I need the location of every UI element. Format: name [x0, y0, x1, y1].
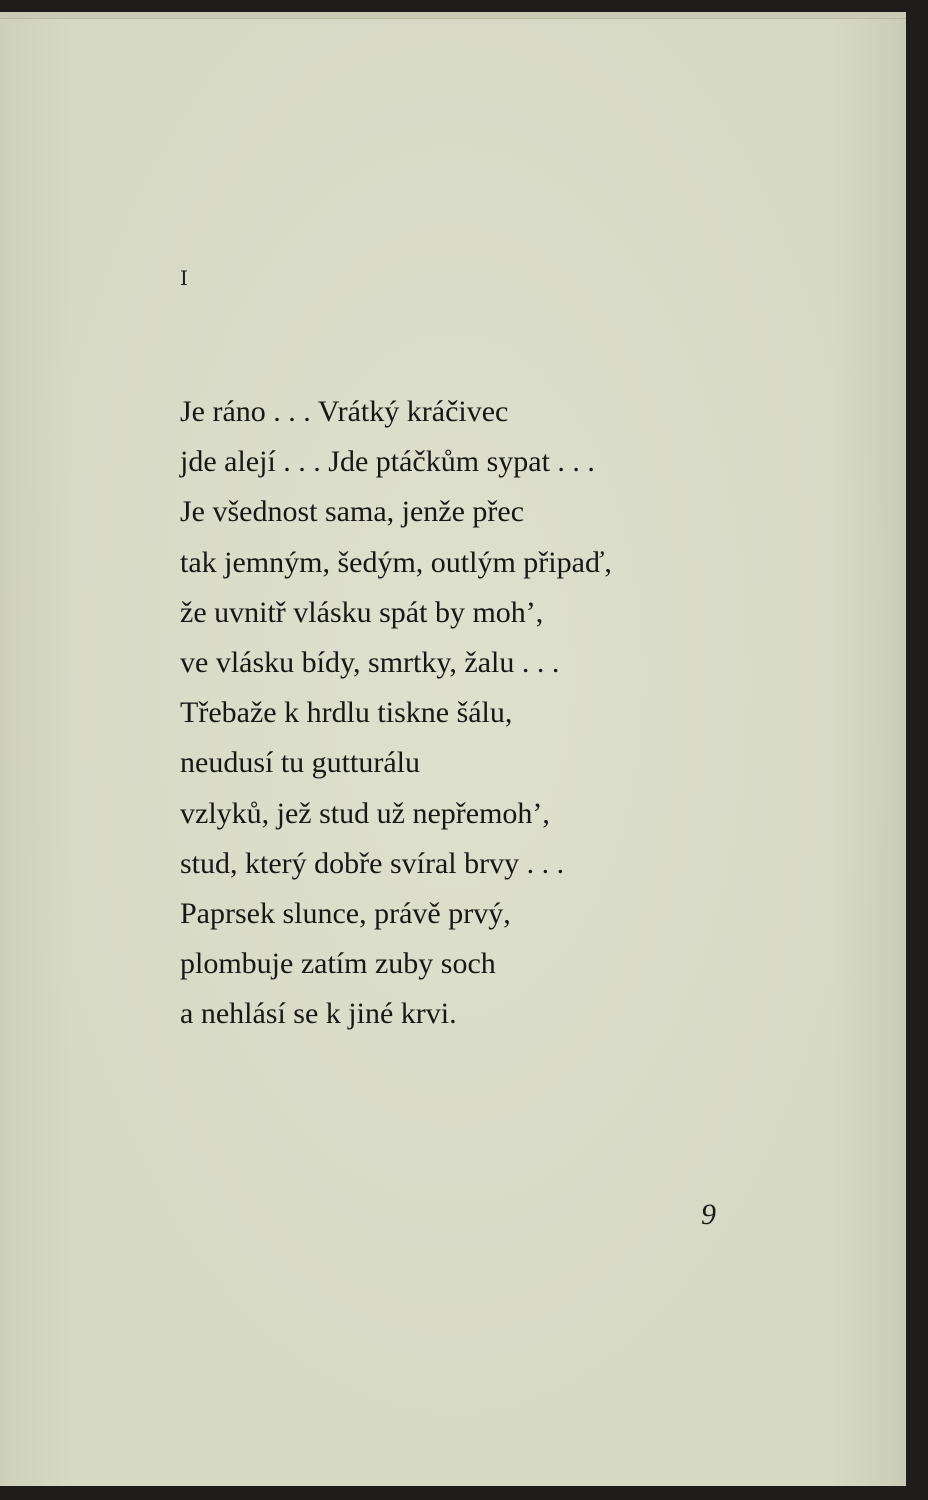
poem-line: plombuje zatím zuby soch	[180, 947, 496, 981]
poem-line: jde alejí . . . Jde ptáčkům sypat . . .	[180, 445, 595, 479]
poem-line: Je ráno . . . Vrátký kráčivec	[180, 395, 509, 428]
poem-line: Paprsek slunce, právě prvý,	[180, 897, 511, 931]
poem-line: neudusí tu gutturálu	[180, 746, 420, 780]
page-top-edge	[0, 12, 906, 19]
poem-line: ve vlásku bídy, smrtky, žalu . . .	[180, 646, 560, 680]
poem	[180, 387, 612, 1040]
poem-line: Je všednost sama, jenže přec	[180, 495, 525, 529]
poem-line: Třebaže k hrdlu tiskne šálu,	[180, 696, 513, 730]
page-number: 9	[701, 1198, 716, 1231]
section-number: I	[180, 266, 188, 290]
poem-line: vzlyků, jež stud už nepřemoh’,	[180, 796, 550, 830]
poem-line: stud, který dobře svíral brvy . . .	[180, 846, 565, 880]
poem-line: tak jemným, šedým, outlým připaď,	[180, 545, 612, 579]
poem-line: a nehlásí se k jiné krvi.	[180, 997, 457, 1031]
poem-line: že uvnitř vlásku spát by moh’,	[180, 595, 544, 629]
